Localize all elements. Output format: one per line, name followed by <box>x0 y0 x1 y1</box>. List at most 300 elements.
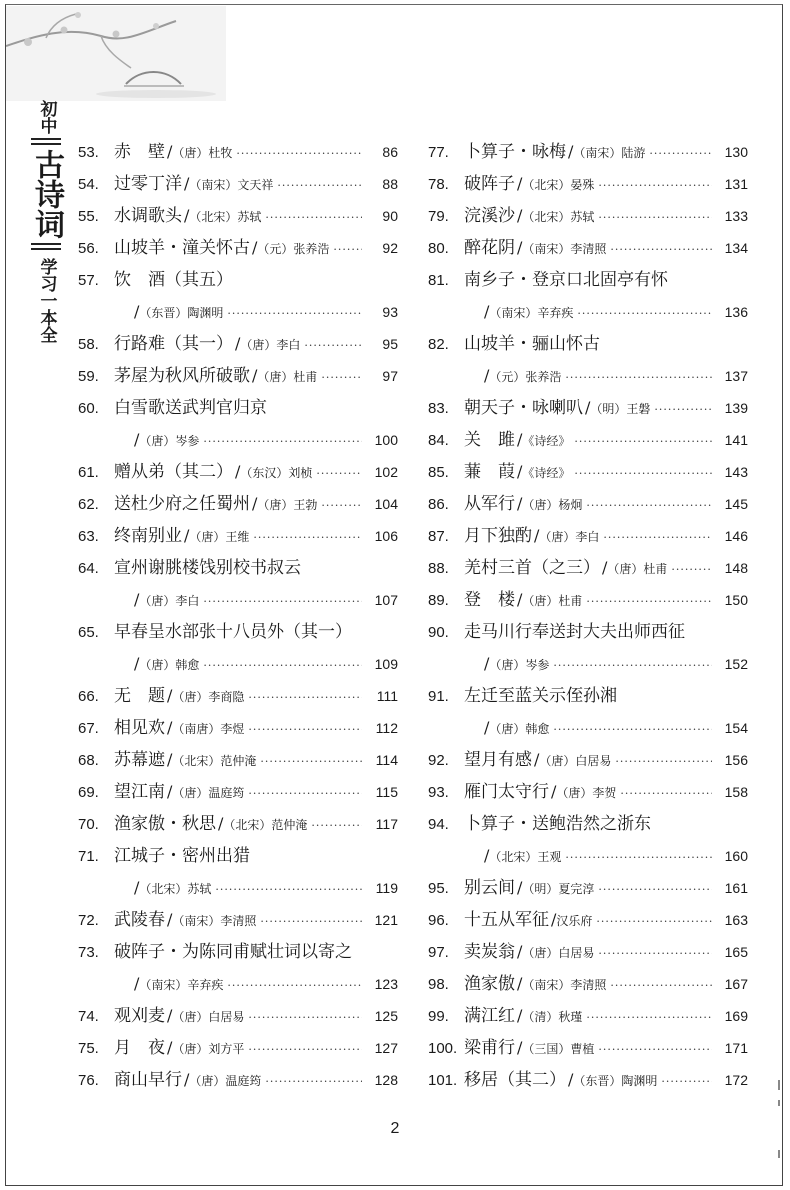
toc-entry-line <box>78 808 398 840</box>
entry-author <box>484 296 573 329</box>
toc-entry[interactable] <box>78 808 398 840</box>
entry-number: 84. <box>428 432 449 449</box>
toc-entry[interactable] <box>428 328 748 392</box>
toc-entry[interactable] <box>428 872 748 904</box>
entry-separator: / <box>134 302 140 321</box>
entry-title: 过零丁洋 <box>114 174 182 194</box>
entry-author <box>568 1064 657 1097</box>
toc-entry-line <box>78 680 398 712</box>
toc-entry[interactable] <box>78 136 398 168</box>
toc-entry[interactable] <box>428 904 748 936</box>
toc-entry[interactable] <box>428 680 748 744</box>
toc-entry-line <box>428 712 748 744</box>
entry-author <box>517 168 594 201</box>
entry-number: 91. <box>428 688 449 705</box>
leader-dots <box>649 138 712 170</box>
entry-title: 十五从军征 <box>464 910 549 930</box>
entry-separator: / <box>184 174 190 193</box>
toc-entry[interactable] <box>428 584 748 616</box>
entry-author <box>517 200 594 233</box>
entry-page: 106 <box>374 528 398 544</box>
entry-author-text: （唐）李白 <box>539 530 600 544</box>
entry-author <box>184 1064 261 1097</box>
entry-title: 望江南 <box>114 782 165 802</box>
entry-separator: / <box>517 462 523 481</box>
entry-title: 早春呈水部张十八员外（其一） <box>114 622 352 642</box>
entry-author-text: （唐）韩愈 <box>139 658 200 672</box>
entry-page: 145 <box>724 496 748 512</box>
toc-entry[interactable] <box>78 712 398 744</box>
entry-separator: / <box>167 1006 173 1025</box>
leader-dots <box>333 234 362 266</box>
entry-author <box>134 648 199 681</box>
entry-author-text: （唐）白居易 <box>522 946 595 960</box>
entry-author-text: （明）王磐 <box>590 402 651 416</box>
entry-page: 134 <box>724 240 748 256</box>
entry-page: 148 <box>724 560 748 576</box>
toc-entry[interactable] <box>78 360 398 392</box>
entry-title: 望月有感 <box>464 750 532 770</box>
toc-entry[interactable] <box>78 840 398 904</box>
entry-page: 109 <box>374 656 398 672</box>
entry-title: 登 楼 <box>464 590 515 610</box>
entry-title: 武陵春 <box>114 910 165 930</box>
leader-dots <box>603 522 712 554</box>
entry-author-text: （北宋）晏殊 <box>522 178 595 192</box>
toc-entry-line <box>78 424 398 456</box>
toc-entry-line <box>428 424 748 456</box>
entry-author <box>585 392 650 425</box>
leader-dots <box>586 490 712 522</box>
leader-dots <box>215 874 362 906</box>
toc-entry[interactable] <box>428 776 748 808</box>
entry-separator: / <box>235 334 241 353</box>
toc-entry[interactable] <box>78 616 398 680</box>
entry-number: 67. <box>78 720 99 737</box>
toc-entry[interactable] <box>78 776 398 808</box>
toc-entry[interactable] <box>78 232 398 264</box>
entry-author <box>517 232 606 265</box>
entry-number: 94. <box>428 816 449 833</box>
entry-author <box>167 776 244 809</box>
entry-author-text: （北宋）王观 <box>489 850 562 864</box>
entry-author-text: （清）秋瑾 <box>522 1010 583 1024</box>
toc-entry[interactable] <box>428 136 748 168</box>
entry-author-text: （唐）岑参 <box>139 434 200 448</box>
leader-dots <box>574 426 712 458</box>
entry-author <box>134 424 199 457</box>
entry-author-text: 《诗经》 <box>522 466 571 480</box>
toc-entry-line <box>78 776 398 808</box>
entry-author <box>218 808 307 841</box>
entry-separator: / <box>134 590 140 609</box>
entry-title: 江城子・密州出猎 <box>114 846 250 866</box>
entry-number: 69. <box>78 784 99 801</box>
entry-author <box>167 744 256 777</box>
toc-entry-line <box>78 872 398 904</box>
toc-entry[interactable] <box>428 264 748 328</box>
entry-page: 93 <box>382 304 398 320</box>
toc-entry-line <box>78 520 398 552</box>
entry-author-text: （南宋）李清照 <box>522 978 607 992</box>
leader-dots <box>203 426 362 458</box>
entry-title: 相见欢 <box>114 718 165 738</box>
toc-entry[interactable] <box>428 392 748 424</box>
toc-entry[interactable] <box>428 1000 748 1032</box>
entry-separator: / <box>252 366 258 385</box>
leader-dots <box>598 202 712 234</box>
toc-entry[interactable] <box>78 488 398 520</box>
leader-dots <box>598 170 712 202</box>
toc-entry[interactable] <box>78 1000 398 1032</box>
entry-title: 满江红 <box>464 1006 515 1026</box>
entry-number: 79. <box>428 208 449 225</box>
entry-page: 165 <box>724 944 748 960</box>
entry-author <box>184 200 261 233</box>
toc-entry-line <box>428 904 748 936</box>
toc-entry[interactable] <box>428 936 748 968</box>
leader-dots <box>236 138 362 170</box>
entry-page: 161 <box>724 880 748 896</box>
entry-title: 破阵子 <box>464 174 515 194</box>
toc-entry[interactable] <box>78 1064 398 1096</box>
entry-author <box>517 1000 582 1033</box>
entry-title: 山坡羊・潼关怀古 <box>114 238 250 258</box>
leader-dots <box>203 586 362 618</box>
toc-entry[interactable] <box>428 616 748 680</box>
spine-rule-bottom <box>31 243 61 250</box>
toc-entry-line <box>428 968 748 1000</box>
entry-separator: / <box>167 1038 173 1057</box>
toc-entry-line <box>428 200 748 232</box>
entry-page: 112 <box>375 720 398 736</box>
toc-entry[interactable] <box>428 168 748 200</box>
toc-entry[interactable] <box>428 552 748 584</box>
leader-dots <box>598 874 712 906</box>
entry-author <box>517 424 570 457</box>
entry-title: 卜算子・咏梅 <box>464 142 566 162</box>
entry-page: 88 <box>382 176 398 192</box>
entry-separator: / <box>602 558 608 577</box>
leader-dots <box>620 778 712 810</box>
entry-page: 143 <box>724 464 748 480</box>
book-spine-title <box>28 100 64 343</box>
entry-separator: / <box>517 878 523 897</box>
entry-number: 59. <box>78 368 99 385</box>
toc-entry[interactable] <box>428 488 748 520</box>
toc-entry-line <box>78 456 398 488</box>
toc-entry-line <box>428 232 748 264</box>
entry-author <box>167 712 244 745</box>
toc-entry-line <box>78 968 398 1000</box>
toc-entry-line <box>428 872 748 904</box>
entry-number: 55. <box>78 208 99 225</box>
leader-dots <box>321 362 362 394</box>
entry-author <box>517 456 570 489</box>
entry-title: 雁门太守行 <box>464 782 549 802</box>
entry-number: 70. <box>78 816 99 833</box>
entry-author-text: （南宋）辛弃疾 <box>489 306 574 320</box>
entry-author <box>167 136 232 169</box>
leader-dots <box>316 458 362 490</box>
leader-dots <box>596 906 712 938</box>
entry-title: 白雪歌送武判官归京 <box>114 398 267 418</box>
leader-dots <box>253 522 362 554</box>
entry-author-text: （东晋）陶渊明 <box>573 1074 658 1088</box>
entry-separator: / <box>167 718 173 737</box>
toc-entry[interactable] <box>78 552 398 616</box>
toc-entry-line <box>428 296 748 328</box>
toc-entry-line <box>78 296 398 328</box>
toc-entry-line <box>428 168 748 200</box>
toc-entry[interactable] <box>78 392 398 456</box>
toc-entry[interactable] <box>428 744 748 776</box>
entry-author <box>602 552 667 585</box>
leader-dots <box>203 650 362 682</box>
entry-separator: / <box>484 718 490 737</box>
entry-page: 167 <box>724 976 748 992</box>
entry-title: 月 夜 <box>114 1038 165 1058</box>
entry-author <box>517 936 594 969</box>
entry-page: 92 <box>382 240 398 256</box>
entry-author-text: （唐）杜甫 <box>257 370 318 384</box>
entry-author <box>167 1032 244 1065</box>
leader-dots <box>615 746 712 778</box>
toc-entry-line <box>78 616 398 648</box>
entry-author <box>568 136 645 169</box>
entry-number: 85. <box>428 464 449 481</box>
toc-entry[interactable] <box>428 1032 748 1064</box>
toc-entry[interactable] <box>428 200 748 232</box>
entry-author <box>252 360 317 393</box>
entry-number: 76. <box>78 1072 99 1089</box>
entry-author-text: （东晋）陶渊明 <box>139 306 224 320</box>
spine-bottom-label: 学习一本全 <box>36 258 57 343</box>
toc-entry-line <box>78 488 398 520</box>
toc-entry-line <box>428 776 748 808</box>
entry-author <box>184 168 273 201</box>
leader-dots <box>654 394 712 426</box>
toc-entry-line <box>428 1032 748 1064</box>
toc-entry[interactable] <box>78 1032 398 1064</box>
entry-title: 无 题 <box>114 686 165 706</box>
entry-author <box>551 776 616 809</box>
toc-entry[interactable] <box>428 424 748 456</box>
leader-dots <box>598 938 712 970</box>
edge-mark <box>778 1080 780 1090</box>
plum-branch-decoration <box>6 6 226 101</box>
entry-separator: / <box>167 750 173 769</box>
toc-entry[interactable] <box>428 232 748 264</box>
entry-author <box>235 456 312 489</box>
entry-author <box>134 296 223 329</box>
entry-number: 101. <box>428 1072 458 1089</box>
entry-author-text: （南宋）陆游 <box>573 146 646 160</box>
toc-entry-line <box>428 648 748 680</box>
leader-dots <box>577 298 712 330</box>
entry-page: 169 <box>724 1008 748 1024</box>
entry-separator: / <box>484 302 490 321</box>
leader-dots <box>553 650 712 682</box>
toc-entry[interactable] <box>78 904 398 936</box>
entry-number: 62. <box>78 496 99 513</box>
entry-separator: / <box>517 174 523 193</box>
entry-number: 86. <box>428 496 449 513</box>
toc-entry[interactable] <box>78 456 398 488</box>
toc-entry[interactable] <box>78 168 398 200</box>
toc-entry-line <box>78 904 398 936</box>
leader-dots <box>565 842 712 874</box>
entry-page: 146 <box>724 528 748 544</box>
entry-separator: / <box>585 398 591 417</box>
entry-author <box>484 360 561 393</box>
entry-separator: / <box>167 782 173 801</box>
edge-mark <box>778 1100 780 1106</box>
toc-entry-line <box>428 1064 748 1096</box>
entry-page: 163 <box>724 912 748 928</box>
leader-dots <box>227 298 362 330</box>
entry-number: 60. <box>78 400 99 417</box>
entry-author-text: （唐）刘方平 <box>172 1042 245 1056</box>
leader-dots <box>574 458 712 490</box>
leader-dots <box>260 906 362 938</box>
entry-author <box>167 680 244 713</box>
entry-author-text: （唐）李白 <box>139 594 200 608</box>
entry-separator: / <box>551 910 557 929</box>
entry-number: 64. <box>78 560 99 577</box>
toc-entry-line <box>428 616 748 648</box>
entry-separator: / <box>134 654 140 673</box>
entry-page: 121 <box>374 912 398 928</box>
entry-number: 87. <box>428 528 449 545</box>
entry-author-text: 《诗经》 <box>522 434 571 448</box>
entry-author-text: （唐）李白 <box>240 338 301 352</box>
toc-entry[interactable] <box>78 680 398 712</box>
entry-number: 57. <box>78 272 99 289</box>
entry-author <box>534 744 611 777</box>
entry-author <box>134 584 199 617</box>
entry-author <box>167 904 256 937</box>
entry-author <box>484 648 549 681</box>
entry-number: 88. <box>428 560 449 577</box>
entry-page: 133 <box>724 208 748 224</box>
entry-author <box>134 968 223 1001</box>
toc-entry[interactable] <box>78 264 398 328</box>
leader-dots <box>304 330 362 362</box>
toc-entry[interactable] <box>428 456 748 488</box>
toc-entry[interactable] <box>78 744 398 776</box>
entry-separator: / <box>484 366 490 385</box>
leader-dots <box>598 1034 712 1066</box>
entry-separator: / <box>517 974 523 993</box>
toc-entry[interactable] <box>428 1064 748 1096</box>
leader-dots <box>610 234 712 266</box>
entry-title: 苏幕遮 <box>114 750 165 770</box>
entry-page: 131 <box>724 176 748 192</box>
entry-page: 127 <box>374 1040 398 1056</box>
entry-author <box>235 328 300 361</box>
entry-title: 走马川行奉送封大夫出师西征 <box>464 622 685 642</box>
entry-author <box>184 520 249 553</box>
entry-page: 104 <box>374 496 398 512</box>
entry-author <box>534 520 599 553</box>
entry-separator: / <box>517 1006 523 1025</box>
entry-title: 终南别业 <box>114 526 182 546</box>
entry-page: 172 <box>724 1072 748 1088</box>
leader-dots <box>265 1066 362 1098</box>
toc-entry-line <box>78 392 398 424</box>
entry-author-text: （唐）李商隐 <box>172 690 245 704</box>
entry-title: 南乡子・登京口北固亭有怀 <box>464 270 668 290</box>
entry-separator: / <box>517 206 523 225</box>
entry-author-text: （南唐）李煜 <box>172 722 245 736</box>
toc-entry-line <box>78 936 398 968</box>
entry-number: 92. <box>428 752 449 769</box>
entry-title: 商山早行 <box>114 1070 182 1090</box>
entry-page: 100 <box>374 432 398 448</box>
toc-entry-line <box>428 744 748 776</box>
entry-author-text: （唐）杜甫 <box>607 562 668 576</box>
leader-dots <box>610 970 712 1002</box>
entry-page: 137 <box>724 368 748 384</box>
toc-entry[interactable] <box>428 520 748 552</box>
entry-number: 61. <box>78 464 99 481</box>
entry-page: 160 <box>724 848 748 864</box>
leader-dots <box>227 970 362 1002</box>
entry-page: 156 <box>724 752 748 768</box>
leader-dots <box>311 810 362 842</box>
entry-author-text: 汉乐府 <box>556 914 593 928</box>
entry-title: 左迁至蓝关示侄孙湘 <box>464 686 617 706</box>
entry-author-text: （北宋）范仲淹 <box>223 818 308 832</box>
entry-author-text: （唐）杜牧 <box>172 146 233 160</box>
toc-entry[interactable] <box>78 200 398 232</box>
toc-entry[interactable] <box>428 808 748 872</box>
entry-title: 蒹 葭 <box>464 462 515 482</box>
entry-page: 141 <box>724 432 748 448</box>
toc-entry[interactable] <box>78 936 398 1000</box>
entry-number: 56. <box>78 240 99 257</box>
entry-author-text: （唐）韩愈 <box>489 722 550 736</box>
entry-title: 卜算子・送鲍浩然之浙东 <box>464 814 651 834</box>
toc-entry-line <box>428 392 748 424</box>
leader-dots <box>586 1002 712 1034</box>
leader-dots <box>277 170 362 202</box>
toc-entry[interactable] <box>428 968 748 1000</box>
entry-page: 115 <box>375 784 398 800</box>
entry-number: 53. <box>78 144 99 161</box>
entry-author-text: （北宋）苏轼 <box>522 210 595 224</box>
toc-entry-line <box>78 584 398 616</box>
toc-entry-line <box>78 744 398 776</box>
entry-title: 宣州谢朓楼饯别校书叔云 <box>114 558 301 578</box>
toc-entry-line <box>428 936 748 968</box>
entry-author <box>517 968 606 1001</box>
entry-title: 破阵子・为陈同甫赋壮词以寄之 <box>114 942 352 962</box>
entry-page: 107 <box>374 592 398 608</box>
entry-separator: / <box>167 142 173 161</box>
entry-separator: / <box>134 430 140 449</box>
toc-entry[interactable] <box>78 328 398 360</box>
entry-author-text: （南宋）文天祥 <box>189 178 274 192</box>
toc-entry[interactable] <box>78 520 398 552</box>
entry-separator: / <box>517 494 523 513</box>
entry-number: 66. <box>78 688 99 705</box>
entry-number: 98. <box>428 976 449 993</box>
entry-number: 75. <box>78 1040 99 1057</box>
entry-separator: / <box>252 494 258 513</box>
entry-separator: / <box>184 526 190 545</box>
